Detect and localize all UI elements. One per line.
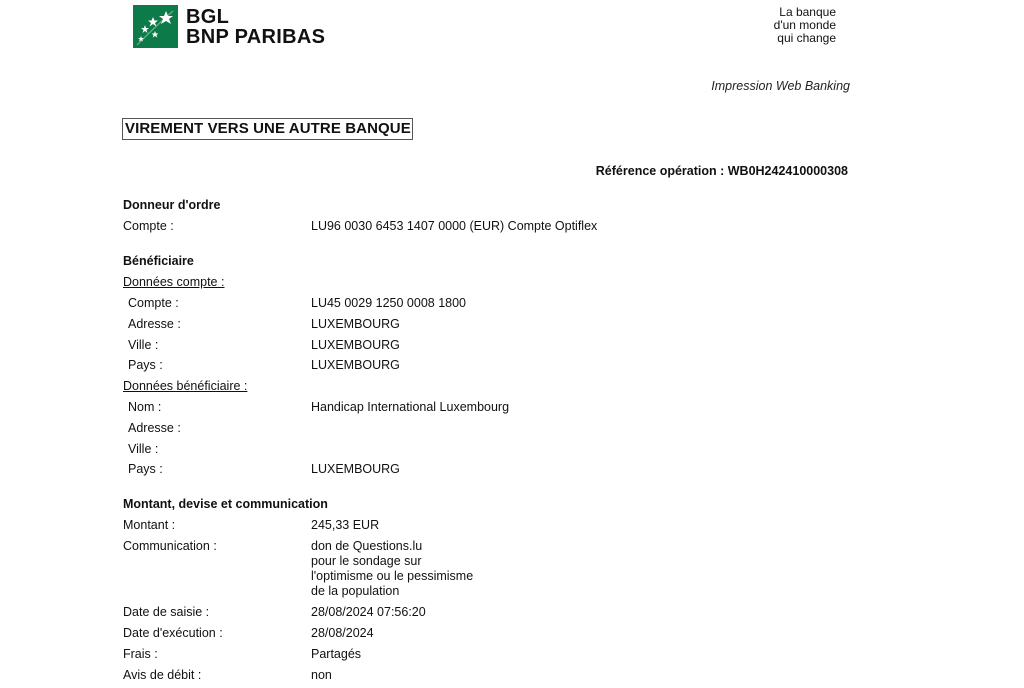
section-heading-beneficiaire: Bénéficiaire [123,254,194,268]
benef-compte-value: LU45 0029 1250 0008 1800 [311,296,467,310]
benef-person-adresse-label: Adresse : [128,421,181,435]
montant-label: Montant : [123,518,176,532]
benef-pays-value: LUXEMBOURG [311,358,400,372]
communication-line-4: de la population [311,584,400,598]
benef-pays-label: Pays : [128,358,163,372]
brand-name [186,7,325,47]
date-saisie-label: Date de saisie : [123,605,210,619]
date-execution-value: 28/08/2024 [311,626,374,640]
bank-logo [133,5,178,48]
benef-adresse-label: Adresse : [128,317,181,331]
document-title: VIREMENT VERS UNE AUTRE BANQUE [122,118,413,140]
communication-line-3: l'optimisme ou le pessimisme [311,569,474,583]
avis-debit-label: Avis de débit : [123,668,202,682]
frais-value: Partagés [311,647,362,661]
benef-ville-label: Ville : [128,338,159,352]
brand-line-1: BGL [186,6,230,28]
benef-adresse-value: LUXEMBOURG [311,317,400,331]
donneur-compte-value: LU96 0030 6453 1407 0000 (EUR) Compte Optiflex [311,219,598,233]
date-execution-label: Date d'exécution : [123,626,223,640]
benef-person-ville-label: Ville : [128,442,159,456]
stars-logo-icon [133,5,178,48]
benef-nom-label: Nom : [128,400,162,414]
subheading-donnees-compte: Données compte : [123,275,225,289]
section-heading-montant: Montant, devise et communication [123,497,328,511]
montant-value: 245,33 EUR [311,518,380,532]
benef-person-pays-value: LUXEMBOURG [311,462,400,476]
benef-ville-value: LUXEMBOURG [311,338,400,352]
print-label: Impression Web Banking [711,79,850,93]
communication-line-1: don de Questions.lu [311,539,423,553]
donneur-compte-label: Compte : [123,219,174,233]
tagline-line-2: d'un monde [773,18,836,32]
benef-compte-label: Compte : [128,296,179,310]
brand-line-2: BNP PARIBAS [186,26,326,48]
benef-nom-value: Handicap International Luxembourg [311,400,510,414]
subheading-donnees-beneficiaire: Données bénéficiaire : [123,379,248,393]
communication-line-2: pour le sondage sur [311,554,422,568]
frais-label: Frais : [123,647,158,661]
tagline-line-1: La banque [779,5,836,19]
section-heading-donneur: Donneur d'ordre [123,198,221,212]
communication-label: Communication : [123,539,217,553]
operation-reference: Référence opération : WB0H242410000308 [595,164,848,178]
avis-debit-value: non [311,668,332,682]
tagline [774,6,836,45]
tagline-line-3: qui change [777,31,836,45]
communication-value [311,539,473,599]
date-saisie-value: 28/08/2024 07:56:20 [311,605,426,619]
benef-person-pays-label: Pays : [128,462,163,476]
